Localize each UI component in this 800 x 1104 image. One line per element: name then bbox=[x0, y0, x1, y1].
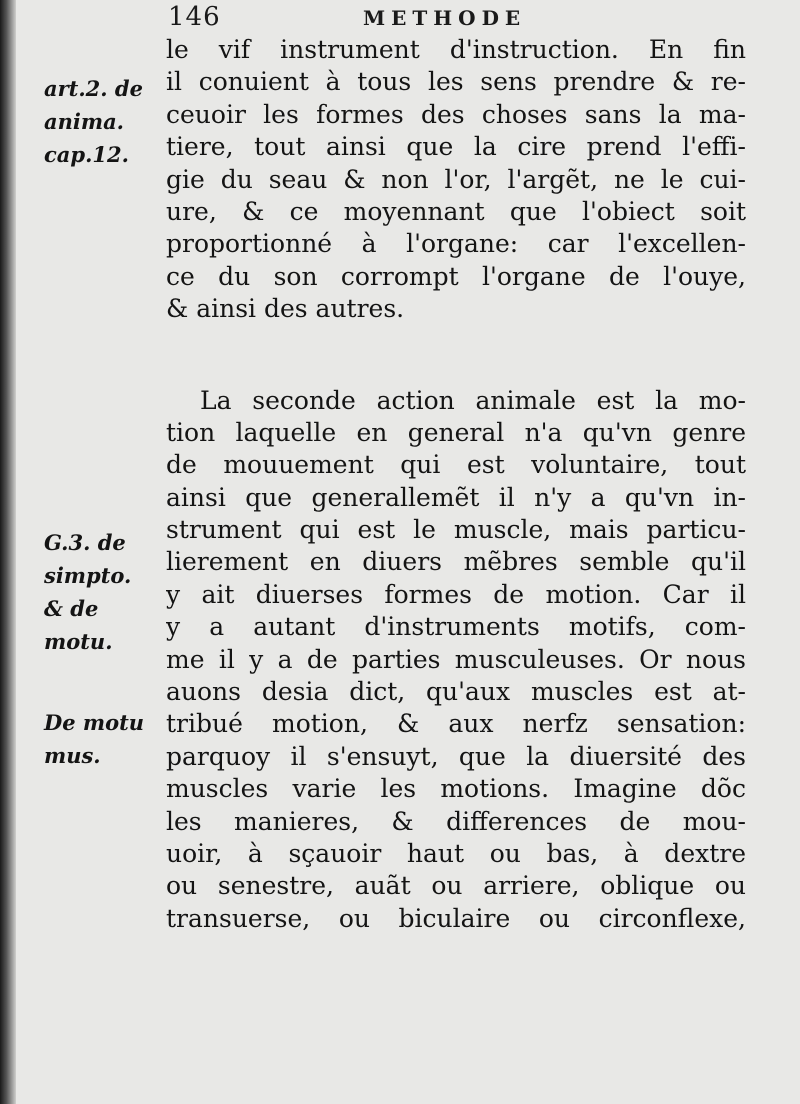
text-line: strument qui est le muscle, mais particu- bbox=[166, 515, 746, 545]
body-text bbox=[166, 34, 746, 935]
text-line: muscles varie les motions. Imagine dõc bbox=[166, 774, 746, 804]
margin-note-line: simpto. bbox=[44, 563, 132, 588]
text-line: les manieres, & differences de mou- bbox=[166, 806, 746, 836]
text-line: ou senestre, auãt ou arriere, oblique ou bbox=[166, 871, 746, 901]
margin-note-line: art.2. de bbox=[44, 76, 143, 101]
text-line: La seconde action animale est la mo- bbox=[200, 385, 746, 415]
text-line: & ainsi des autres. bbox=[166, 294, 405, 324]
margin-note-line: motu. bbox=[44, 629, 113, 654]
margin-note-line: G.3. de bbox=[44, 530, 126, 555]
margin-note-line: anima. bbox=[44, 109, 124, 134]
margin-note-line: & de bbox=[44, 596, 99, 621]
text-line: ceuoir les formes des choses sans la ma- bbox=[166, 99, 746, 129]
text-line: y a autant d'instruments motifs, com- bbox=[166, 612, 746, 642]
text-line: de mouuement qui est voluntaire, tout bbox=[166, 450, 746, 480]
page-number: 146 bbox=[168, 2, 221, 32]
margin-note-simpto bbox=[44, 526, 160, 658]
paragraph-1 bbox=[166, 34, 746, 326]
text-line: lierement en diuers mẽbres semble qu'il bbox=[166, 547, 746, 577]
text-line: me il y a de parties musculeuses. Or nous bbox=[166, 644, 746, 674]
text-line: transuerse, ou biculaire ou circonflexe, bbox=[166, 903, 746, 933]
margin-note-anima bbox=[44, 72, 160, 171]
margin-note-line: De motu bbox=[44, 710, 145, 735]
margin-note-line: mus. bbox=[44, 743, 101, 768]
text-line: tion laquelle en general n'a qu'vn genre bbox=[166, 417, 746, 447]
text-line: gie du seau & non l'or, l'argẽt, ne le cui- bbox=[166, 164, 746, 194]
text-line: ce du son corrompt l'organe de l'ouye, bbox=[166, 261, 746, 291]
text-line: tiere, tout ainsi que la cire prend l'effi- bbox=[166, 132, 746, 162]
text-line: auons desia dict, qu'aux muscles est at- bbox=[166, 677, 746, 707]
text-line: il conuient à tous les sens prendre & re- bbox=[166, 67, 746, 97]
page-header bbox=[168, 2, 748, 32]
text-line: tribué motion, & aux nerfz sensation: bbox=[166, 709, 746, 739]
text-line: ure, & ce moyennant que l'obiect soit bbox=[166, 196, 746, 226]
running-head: METHODE bbox=[363, 6, 527, 30]
text-line: uoir, à sçauoir haut ou bas, à dextre bbox=[166, 838, 746, 868]
text-line: proportionné à l'organe: car l'excellen- bbox=[166, 229, 746, 259]
text-line: ainsi que generallemẽt il n'y a qu'vn in- bbox=[166, 482, 746, 512]
margin-note-demotu bbox=[44, 706, 160, 772]
margin-note-line: cap.12. bbox=[44, 142, 129, 167]
page-gutter-shadow bbox=[0, 0, 16, 1104]
text-line: y ait diuerses formes de motion. Car il bbox=[166, 579, 746, 609]
paragraph-2 bbox=[166, 385, 746, 936]
text-line: parquoy il s'ensuyt, que la diuersité des bbox=[166, 741, 746, 771]
paragraph-gap bbox=[166, 326, 746, 385]
text-line: le vif instrument d'instruction. En fin bbox=[166, 35, 746, 64]
